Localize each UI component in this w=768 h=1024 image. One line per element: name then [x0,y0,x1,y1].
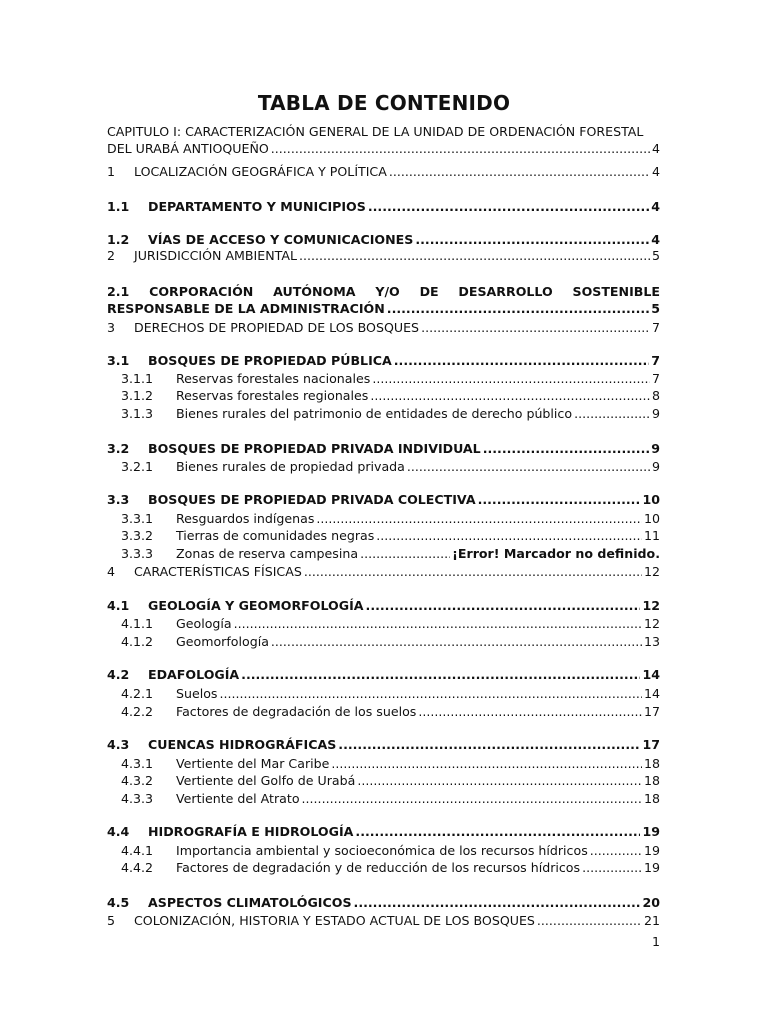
toc-page-number: 7 [651,353,660,368]
dot-leader [234,615,642,632]
toc-entry-3-1-1[interactable] [121,370,660,387]
toc-entry-4-3-2[interactable] [121,772,660,789]
toc-page-number: 9 [651,406,660,421]
toc-section-number: 4.1.1 [121,616,154,631]
toc-entry-4-3-1[interactable] [121,755,660,772]
dot-leader [370,387,650,404]
toc-entry-word: SOSTENIBLE [572,284,660,299]
toc-entry-word: DESARROLLO [458,284,553,299]
toc-entry-2-1[interactable] [107,283,660,317]
toc-section-number: 4.4.1 [121,843,154,858]
toc-entry-text: Reservas forestales nacionales [176,371,371,386]
toc-section-number: 4.4 [107,824,130,839]
dot-leader [302,790,642,807]
toc-section-number: 1.2 [107,232,130,247]
toc-entry-text: DERECHOS DE PROPIEDAD DE LOS BOSQUES [134,320,420,335]
dot-leader [220,685,642,702]
toc-section-number: 3 [107,320,116,335]
toc-section-number: 4.3 [107,737,130,752]
toc-entry-text: BOSQUES DE PROPIEDAD PRIVADA COLECTIVA [148,492,476,507]
toc-page-number: 12 [642,598,660,613]
toc-page-number: 19 [643,843,660,858]
toc-entry-text: CUENCAS HIDROGRÁFICAS [148,737,337,752]
toc-entry-4-4[interactable] [107,823,660,840]
toc-page-number: 9 [651,459,660,474]
dot-leader [299,247,650,264]
toc-entry-3-3-3[interactable] [121,545,660,562]
toc-section-number: 4.4.2 [121,860,154,875]
toc-entry-text: Geomorfología [176,634,269,649]
toc-entry-text: Geología [176,616,232,631]
toc-entry-text: CAPITULO I: CARACTERIZACIÓN GENERAL DE LA UNIDAD DE ORDENACIÓN FORESTAL [107,124,644,139]
toc-entry-1[interactable] [107,163,660,180]
dot-leader [389,163,650,180]
toc-entry-text: Vertiente del Golfo de Urabá [176,773,356,788]
toc-entry-4-3-3[interactable] [121,790,660,807]
toc-entry-text: GEOLOGÍA Y GEOMORFOLOGÍA [148,598,364,613]
toc-entry-3-3[interactable] [107,491,660,508]
toc-entry-text: BOSQUES DE PROPIEDAD PÚBLICA [148,353,392,368]
dot-leader [368,198,649,215]
dot-leader [590,842,642,859]
toc-page-number: 19 [642,824,660,839]
toc-section-number: 3.2.1 [121,459,154,474]
toc-section-number: 3.1.2 [121,388,154,403]
dot-leader [355,823,640,840]
toc-entry-word: DE [419,284,439,299]
dot-leader [360,545,450,562]
toc-entry-3[interactable] [107,319,660,336]
toc-section-number: 4.1 [107,598,130,613]
toc-entry-text: Vertiente del Mar Caribe [176,756,330,771]
toc-section-number: 4.2.2 [121,704,154,719]
dot-leader [394,352,649,369]
toc-entry-4-1-2[interactable] [121,633,660,650]
toc-section-number: 4.3.2 [121,773,154,788]
toc-entry-text: COLONIZACIÓN, HISTORIA Y ESTADO ACTUAL DE LOS BOSQUES [134,913,535,928]
toc-entry-text: HIDROGRAFÍA E HIDROLOGÍA [148,824,354,839]
toc-entry-text: Importancia ambiental y socioeconómica de los recursos hídricos [176,843,588,858]
toc-entry-text: Tierras de comunidades negras [176,528,375,543]
dot-leader [338,736,640,753]
toc-section-number: 3.3 [107,492,130,507]
dot-leader [271,633,642,650]
toc-entry-text: Zonas de reserva campesina [176,546,359,561]
dot-leader [241,666,640,683]
dot-leader [357,772,642,789]
toc-section-number: 4.3.3 [121,791,154,806]
toc-page-number: 4 [651,232,660,247]
toc-entry-word: CORPORACIÓN [149,284,254,299]
toc-entry-4-3[interactable] [107,736,660,753]
toc-page-number: 19 [643,860,660,875]
toc-section-number: 4.5 [107,895,130,910]
toc-entry-1-1[interactable] [107,198,660,215]
toc-entry-text: Bienes rurales del patrimonio de entidades de derecho público [176,406,573,421]
toc-page-number: 20 [642,895,660,910]
toc-page-number: 7 [651,320,660,335]
toc-entry-word: AUTÓNOMA [273,284,356,299]
toc-entry-text: JURISDICCIÓN AMBIENTAL [134,248,297,263]
dot-leader [483,440,650,457]
dot-leader [421,319,650,336]
toc-entry-text: LOCALIZACIÓN GEOGRÁFICA Y POLÍTICA [134,164,387,179]
toc-section-number: 2 [107,248,116,263]
toc-entry-4-5[interactable] [107,894,660,911]
dot-leader [376,527,642,544]
toc-entry-4-1[interactable] [107,597,660,614]
toc-page-number: 13 [643,634,660,649]
toc-section-number: 1 [107,164,116,179]
toc-page-number: 18 [643,791,660,806]
toc-entry-4-4-2[interactable] [121,859,660,876]
toc-entry-3-3-1[interactable] [121,510,660,527]
toc-entry-5[interactable] [107,912,660,929]
toc-entry-1-2[interactable] [107,231,660,248]
toc-entry-justified-line [107,283,660,300]
toc-entry-text: VÍAS DE ACCESO Y COMUNICACIONES [148,232,414,247]
toc-entry-3-2-1[interactable] [121,458,660,475]
toc-page-number: 21 [643,913,660,928]
toc-page-number: 4 [651,141,660,156]
toc-entry-4-1-1[interactable] [121,615,660,632]
toc-page-number: 5 [651,248,660,263]
toc-entry-3-2[interactable] [107,440,660,457]
toc-entry-text: Resguardos indígenas [176,511,315,526]
toc-page-number: 9 [651,441,660,456]
toc-section-number: 4.2 [107,667,130,682]
toc-section-number: 3.3.1 [121,511,154,526]
dot-leader [366,597,641,614]
toc-entry-text: RESPONSABLE DE LA ADMINISTRACIÓN [107,301,385,316]
toc-section-number: 2.1 [107,284,130,299]
toc-entry-4[interactable] [107,563,660,580]
dot-leader [354,894,641,911]
toc-section-number: 3.1.3 [121,406,154,421]
toc-page-number: 18 [643,773,660,788]
toc-entry-4-2-2[interactable] [121,703,660,720]
toc-page-number: 10 [643,511,660,526]
toc-entry-3-1[interactable] [107,352,660,369]
toc-entry-chapter-1[interactable] [107,123,660,157]
toc-page-number: 10 [642,492,660,507]
dot-leader [478,491,641,508]
toc-entry-4-4-1[interactable] [121,842,660,859]
dot-leader [304,563,642,580]
toc-entry-text: ASPECTOS CLIMATOLÓGICOS [148,895,352,910]
dot-leader [415,231,649,248]
toc-page-number: 4 [651,199,660,214]
toc-entry-text: Factores de degradación y de reducción de los recursos hídricos [176,860,581,875]
toc-section-number: 4.3.1 [121,756,154,771]
dot-leader [271,140,650,157]
toc-entry-text: EDAFOLOGÍA [148,667,240,682]
toc-page-number: 8 [651,388,660,403]
dot-leader [537,912,642,929]
toc-section-number: 3.3.2 [121,528,154,543]
toc-section-number: 3.2 [107,441,130,456]
toc-page-number: 4 [651,164,660,179]
toc-entry-text: Factores de degradación de los suelos [176,704,417,719]
toc-page-number: 14 [643,686,660,701]
toc-entry-text: DEPARTAMENTO Y MUNICIPIOS [148,199,366,214]
toc-entry-text: BOSQUES DE PROPIEDAD PRIVADA INDIVIDUAL [148,441,481,456]
toc-entry-3-1-3[interactable] [121,405,660,422]
toc-entry-text: Bienes rurales de propiedad privada [176,459,405,474]
toc-entry-3-1-2[interactable] [121,387,660,404]
toc-entry-word: Y/O [375,284,400,299]
toc-error-text: ¡Error! Marcador no definido. [452,546,660,561]
toc-entry-text: Reservas forestales regionales [176,388,369,403]
dot-leader [407,458,650,475]
toc-entry-4-2[interactable] [107,666,660,683]
toc-entry-text: Vertiente del Atrato [176,791,300,806]
toc-section-number: 5 [107,913,116,928]
dot-leader [316,510,642,527]
toc-page-number: 12 [643,564,660,579]
toc-page-number: 18 [643,756,660,771]
toc-page-number: 12 [643,616,660,631]
toc-entry-text: DEL URABÁ ANTIOQUEÑO [107,141,269,156]
dot-leader [574,405,650,422]
toc-page-number: 17 [643,704,660,719]
dot-leader [372,370,650,387]
dot-leader [387,300,649,317]
toc-page-number: 11 [643,528,660,543]
toc-page-number: 5 [651,301,660,316]
toc-entry-text: Suelos [176,686,218,701]
toc-section-number: 4.2.1 [121,686,154,701]
toc-section-number: 3.3.3 [121,546,154,561]
toc-section-number: 3.1 [107,353,130,368]
toc-section-number: 4.1.2 [121,634,154,649]
toc-section-number: 3.1.1 [121,371,154,386]
toc-page-number: 17 [642,737,660,752]
toc-section-number: 1.1 [107,199,130,214]
toc-entry-text: CARACTERÍSTICAS FÍSICAS [134,564,302,579]
toc-section-number: 4 [107,564,116,579]
page-title: TABLA DE CONTENIDO [257,91,511,115]
dot-leader [331,755,642,772]
toc-entry-3-3-2[interactable] [121,527,660,544]
toc-entry-2[interactable] [107,247,660,264]
toc-entry-4-2-1[interactable] [121,685,660,702]
toc-page-number: 7 [651,371,660,386]
dot-leader [582,859,642,876]
page-number: 1 [651,934,660,949]
dot-leader [418,703,642,720]
toc-page-number: 14 [642,667,660,682]
